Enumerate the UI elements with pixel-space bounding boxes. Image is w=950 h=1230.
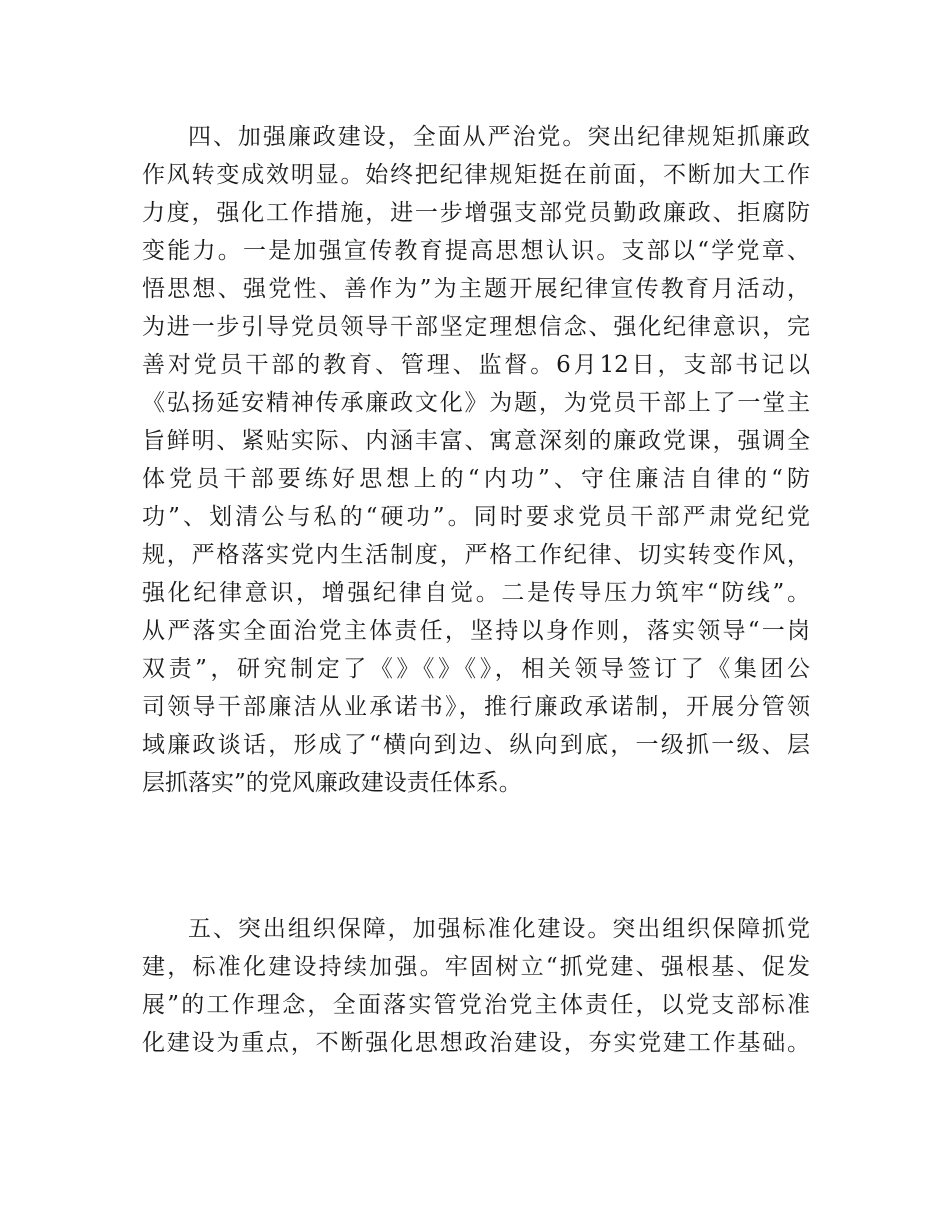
text-line: 体党员干部要练好思想上的“内功”、守住廉洁自律的“防 bbox=[142, 466, 810, 492]
text-line: 四、加强廉政建设，全面从严治党。突出纪律规矩抓廉政 bbox=[188, 124, 810, 150]
text-line: 化建设为重点，不断强化思想政治建设，夯实党建工作基础。 bbox=[142, 1030, 810, 1056]
text-line: 展”的工作理念，全面落实管党治党主体责任，以党支部标准 bbox=[142, 992, 810, 1018]
text-line: 力度，强化工作措施，进一步增强支部党员勤政廉政、拒腐防 bbox=[142, 200, 810, 226]
text-line: 域廉政谈话，形成了“横向到边、纵向到底，一级抓一级、层 bbox=[142, 732, 810, 758]
text-line: 司领导干部廉洁从业承诺书》，推行廉政承诺制，开展分管领 bbox=[142, 694, 810, 720]
text-line: 从严落实全面治党主体责任，坚持以身作则，落实领导“一岗 bbox=[142, 618, 810, 644]
paragraph-discipline bbox=[142, 118, 810, 802]
text-line: 《弘扬延安精神传承廉政文化》为题，为党员干部上了一堂主 bbox=[142, 390, 810, 416]
text-line: 层抓落实”的党风廉政建设责任体系。 bbox=[142, 770, 522, 796]
text-line: 功”、划清公与私的“硬功”。同时要求党员干部严肃党纪党 bbox=[142, 504, 810, 530]
text-line: 规，严格落实党内生活制度，严格工作纪律、切实转变作风， bbox=[142, 542, 810, 568]
text-line: 变能力。一是加强宣传教育提高思想认识。支部以“学党章、 bbox=[142, 238, 810, 264]
paragraph-organization bbox=[142, 910, 810, 1062]
text-line: 双责”，研究制定了《》《》《》，相关领导签订了《集团公 bbox=[142, 656, 810, 682]
text-line: 悟思想、强党性、善作为”为主题开展纪律宣传教育月活动， bbox=[142, 276, 810, 302]
text-line: 作风转变成效明显。始终把纪律规矩挺在前面，不断加大工作 bbox=[142, 162, 810, 188]
text-line: 为进一步引导党员领导干部坚定理想信念、强化纪律意识，完 bbox=[142, 314, 810, 340]
text-line: 建，标准化建设持续加强。牢固树立“抓党建、强根基、促发 bbox=[142, 954, 810, 980]
text-line: 旨鲜明、紧贴实际、内涵丰富、寓意深刻的廉政党课，强调全 bbox=[142, 428, 810, 454]
text-line: 善对党员干部的教育、管理、监督。6月12日，支部书记以 bbox=[142, 352, 810, 378]
text-line: 强化纪律意识，增强纪律自觉。二是传导压力筑牢“防线”。 bbox=[142, 580, 810, 606]
text-line: 五、突出组织保障，加强标准化建设。突出组织保障抓党 bbox=[188, 916, 810, 942]
